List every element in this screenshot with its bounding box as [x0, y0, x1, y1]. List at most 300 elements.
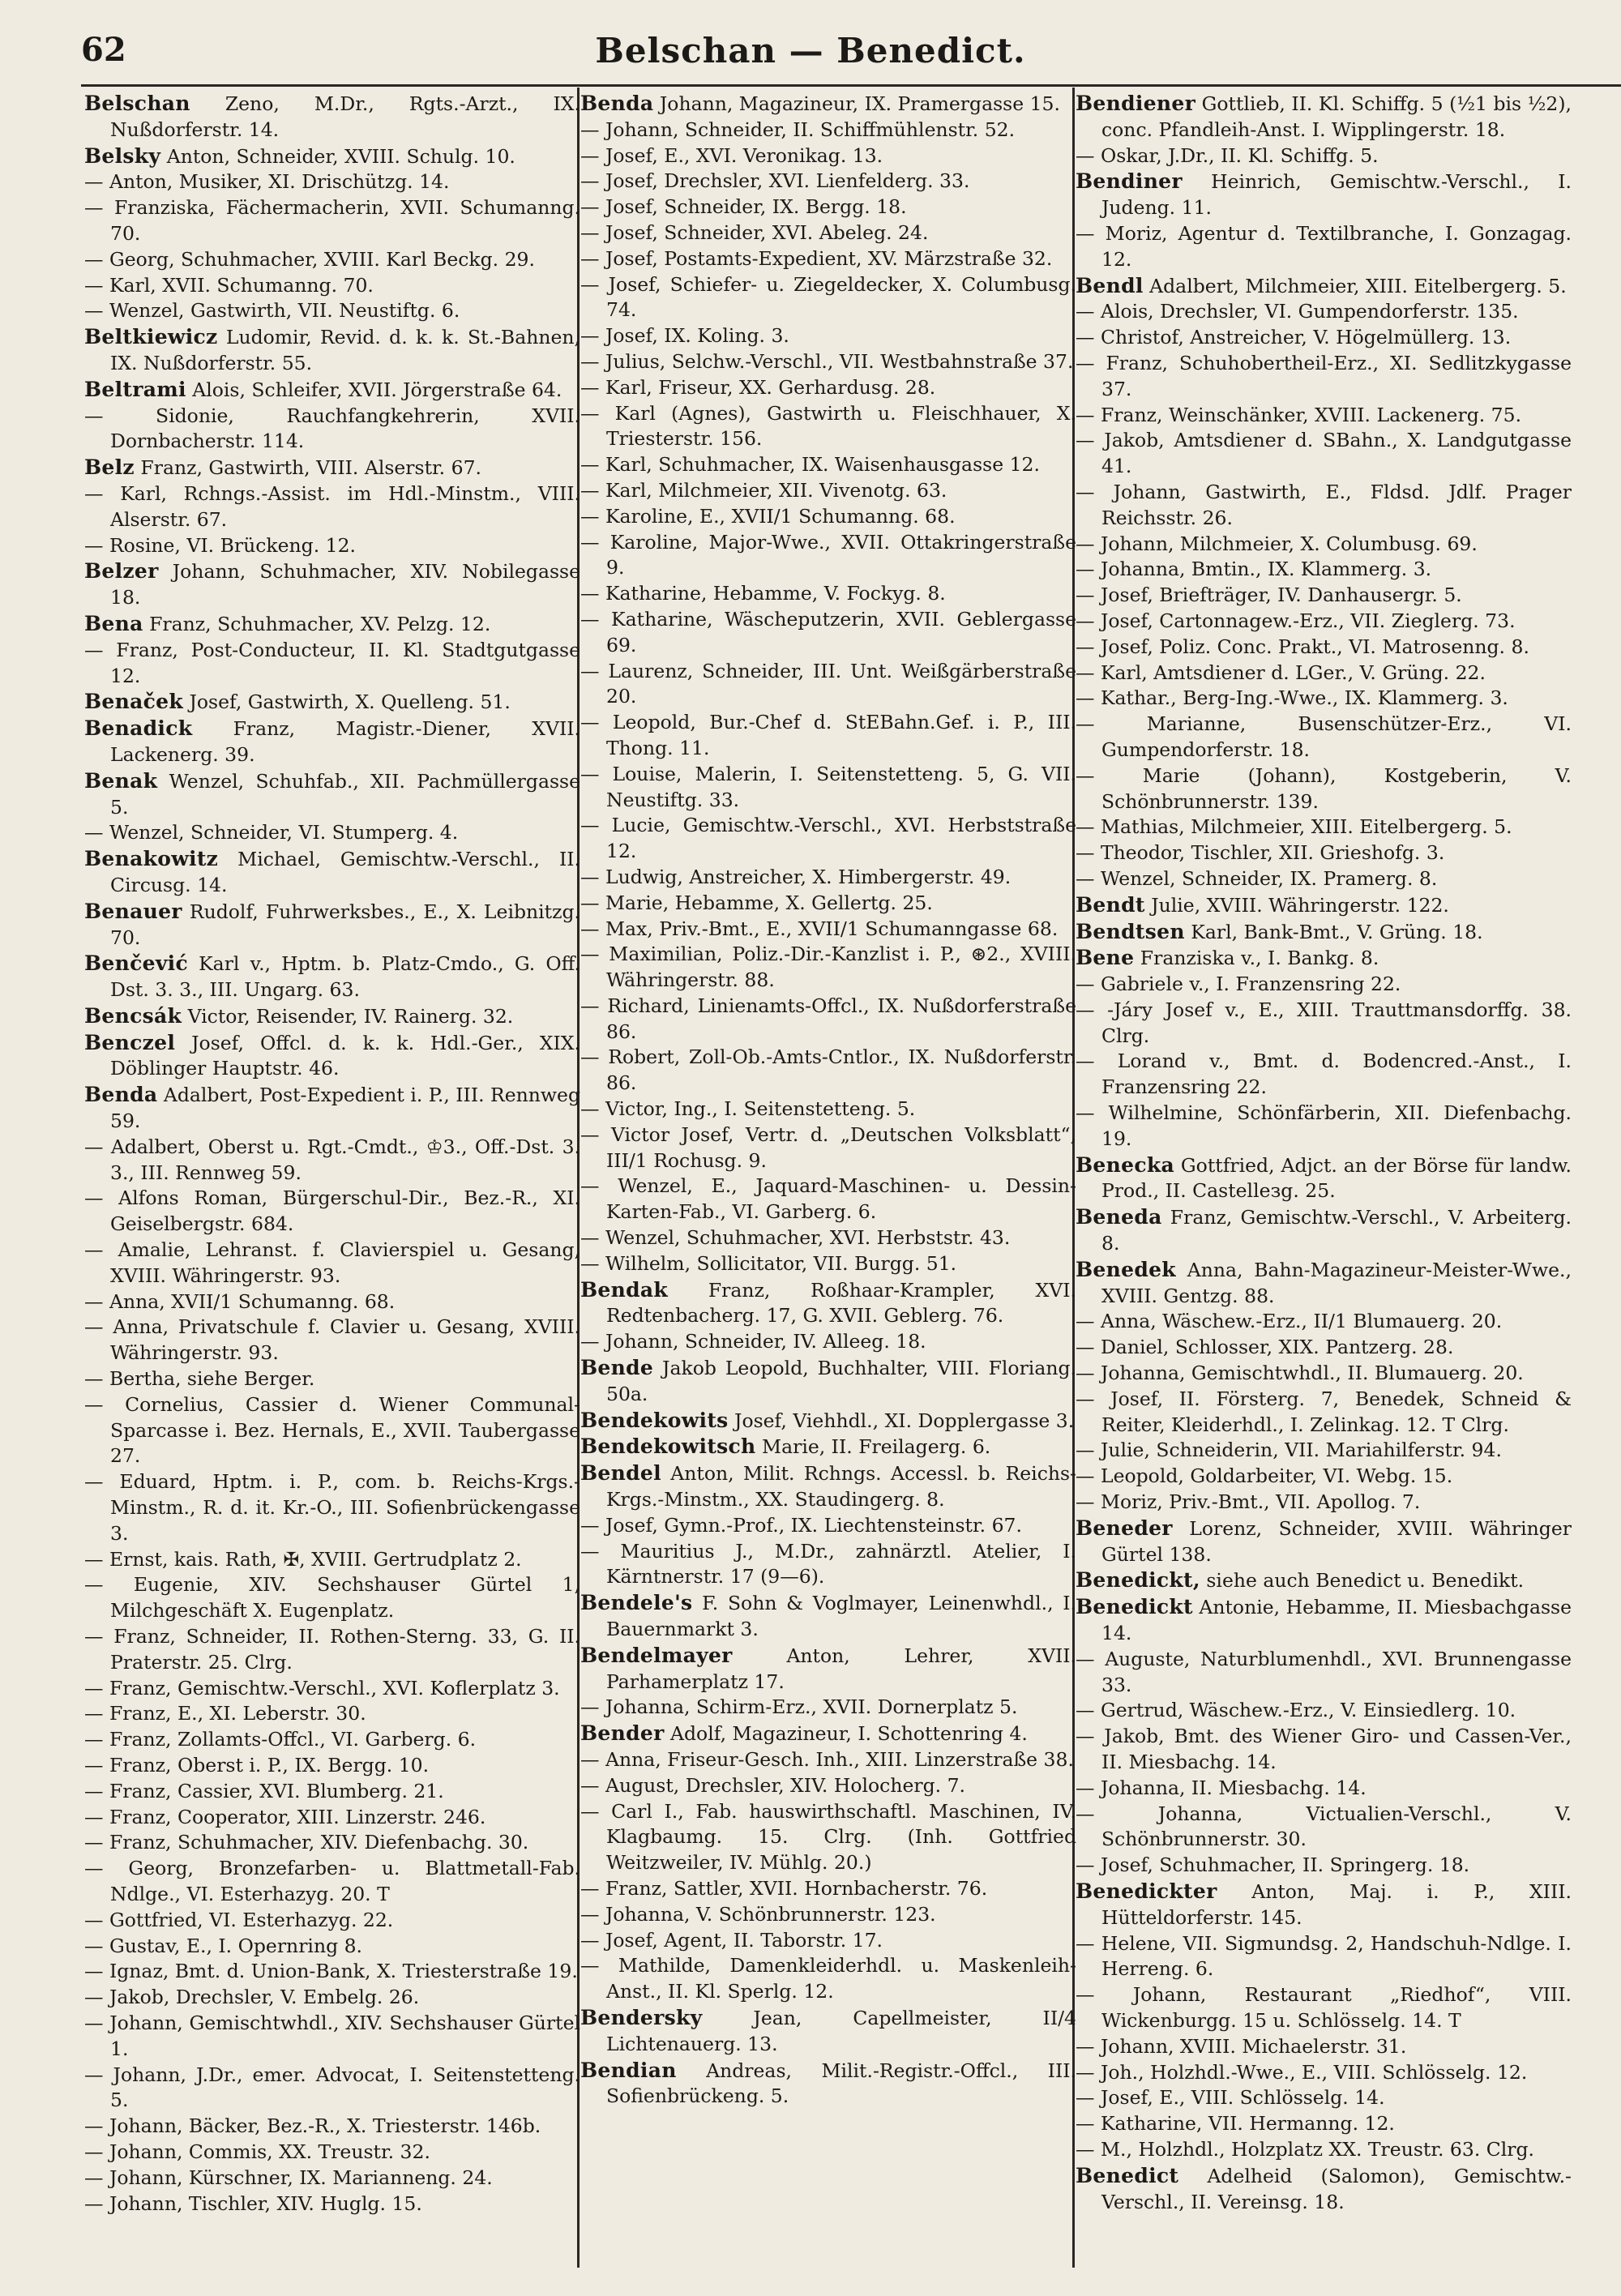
entry-details: — Alfons Roman, Bürgerschul-Dir., Bez.-R., XI. Geiselbergstr. 684.	[84, 1186, 580, 1236]
entry-details: Alois, Schleifer, XVII. Jörgerstraße 64.	[186, 378, 562, 401]
directory-entry	[1076, 428, 1572, 480]
entry-surname: Benčević	[84, 951, 188, 976]
entry-surname: Bendel	[580, 1461, 661, 1486]
directory-entry	[84, 846, 580, 899]
entry-details: Lorenz, Schneider, XVIII. Währinger Gürtel 138.	[1101, 1516, 1572, 1566]
directory-entry	[84, 1082, 580, 1135]
directory-entry	[1076, 325, 1572, 351]
entry-surname: Belschan	[84, 92, 190, 115]
entry-surname: Benda	[580, 92, 654, 115]
entry-details: — Johann, Restaurant „Riedhof“, VIII. Wickenburgg. 15 u. Schlösselg. 14. T	[1076, 1983, 1572, 2032]
directory-entry	[580, 1928, 1076, 1954]
entry-surname: Bende	[580, 1356, 654, 1380]
directory-entry	[580, 91, 1076, 118]
directory-entry	[580, 1876, 1076, 1902]
entry-details: — Josef, Schneider, IX. Bergg. 18.	[580, 195, 907, 219]
directory-entry	[84, 91, 580, 143]
directory-entry	[84, 1908, 580, 1934]
directory-entry	[84, 2063, 580, 2114]
directory-entry	[580, 2058, 1076, 2110]
directory-entry	[580, 1590, 1076, 1643]
directory-entry	[1076, 1387, 1572, 1439]
entry-details: Johann, Schuhmacher, XIV. Nobilegasse 18.	[110, 560, 580, 609]
entry-details: Rudolf, Fuhrwerksbes., E., X. Leibnitzg. 70.	[110, 900, 580, 949]
directory-entry	[580, 1225, 1076, 1251]
entry-details: — Gottfried, VI. Esterhazyg. 22.	[84, 1908, 394, 1931]
directory-entry	[1076, 221, 1572, 273]
entry-details: — Carl I., Fab. hauswirthschaftl. Maschinen, IV. Klagbaumg. 15. Clrg. (Inh. Gottfried Weitzweiler, IV. Mühlg. 20.)	[580, 1799, 1076, 1875]
directory-entry	[84, 195, 580, 247]
directory-entry	[580, 504, 1076, 530]
directory-entry	[580, 942, 1076, 994]
directory-entry	[1076, 998, 1572, 1050]
entry-details: Andreas, Milit.-Registr.-Offcl., III. Sofienbrückeng. 5.	[606, 2059, 1076, 2108]
entry-surname: Benaček	[84, 690, 183, 714]
entry-details: — Johanna, V. Schönbrunnerstr. 123.	[580, 1902, 936, 1926]
entry-details: Jean, Capellmeister, II/4 Lichtenauerg. 13.	[606, 2006, 1076, 2055]
directory-entry	[580, 169, 1076, 195]
entry-details: — Leopold, Bur.-Chef d. StEBahn.Gef. i. P., III. Thong. 11.	[580, 711, 1076, 759]
entry-details: Johann, Magazineur, IX. Pramergasse 15.	[653, 92, 1060, 115]
entry-details: — Leopold, Goldarbeiter, VI. Webg. 15.	[1076, 1464, 1453, 1488]
directory-entry	[84, 1238, 580, 1289]
directory-entry	[1076, 1724, 1572, 1776]
entry-details: — Wenzel, Schuhmacher, XVI. Herbststr. 43.	[580, 1226, 1011, 1250]
directory-entry	[1076, 840, 1572, 866]
entry-details: — Joh., Holzhdl.-Wwe., E., VIII. Schlösselg. 12.	[1076, 2060, 1528, 2084]
directory-entry	[580, 143, 1076, 169]
directory-entry	[1076, 532, 1572, 558]
entry-surname: Bendl	[1076, 273, 1144, 297]
entry-details: — Anna, Privatschule f. Clavier u. Gesang, XVIII. Währingerstr. 93.	[84, 1315, 580, 1365]
directory-entry	[84, 533, 580, 559]
entry-details: — Cornelius, Cassier d. Wiener Communal-Sparcasse i. Bez. Hernals, E., XVII. Taubergasse 27.	[84, 1392, 580, 1468]
directory-entry	[580, 994, 1076, 1045]
entry-details: Julie, XVIII. Währingerstr. 122.	[1144, 893, 1449, 917]
entry-details: F. Sohn & Voglmayer, Leinenwhdl., I. Bauernmarkt 3.	[606, 1592, 1076, 1641]
directory-entry	[580, 659, 1076, 711]
entry-surname: Bendekowits	[580, 1408, 729, 1432]
directory-entry	[580, 375, 1076, 401]
directory-entry	[84, 1003, 580, 1030]
entry-details: — Ernst, kais. Rath, ✠, XVIII. Gertrudplatz 2.	[84, 1547, 522, 1571]
entry-details: — Franz, Gemischtw.-Verschl., XVI. Koflerplatz 3.	[84, 1676, 560, 1700]
directory-entry	[580, 530, 1076, 582]
directory-entry	[84, 2114, 580, 2140]
directory-entry	[1076, 1698, 1572, 1724]
entry-details: — Georg, Schuhmacher, XVIII. Karl Beckg. 29.	[84, 247, 535, 271]
entry-details: — Anna, Wäschew.-Erz., II/1 Blumauerg. 20.	[1076, 1310, 1503, 1333]
directory-entry	[1076, 169, 1572, 221]
entry-details: — Daniel, Schlosser, XIX. Pantzerg. 28.	[1076, 1336, 1454, 1359]
entry-details: Victor, Reisender, IV. Rainerg. 32.	[182, 1004, 514, 1028]
entry-surname: Bencsák	[84, 1003, 182, 1028]
directory-entry	[1076, 2085, 1572, 2111]
entry-details: Josef, Offcl. d. k. k. Hdl.-Ger., XIX. Döblinger Hauptstr. 46.	[110, 1031, 580, 1080]
entry-details: — Jakob, Drechsler, V. Embelg. 26.	[84, 1986, 420, 2009]
entry-surname: Bendelmayer	[580, 1643, 733, 1667]
directory-entry	[580, 195, 1076, 220]
entry-details: — Laurenz, Schneider, III. Unt. Weißgärberstraße 20.	[580, 659, 1076, 708]
directory-entry	[84, 298, 580, 324]
directory-entry	[1076, 1776, 1572, 1802]
entry-details: — Franz, E., XI. Leberstr. 30.	[84, 1702, 366, 1725]
entry-details: — Josef, Drechsler, XVI. Lienfelderg. 33.	[580, 169, 970, 193]
directory-entry	[1076, 1438, 1572, 1464]
column-1	[84, 91, 580, 2271]
directory-entry	[84, 324, 580, 377]
entry-surname: Beltrami	[84, 377, 186, 401]
entry-surname: Bendt	[1076, 892, 1145, 917]
directory-entry	[84, 481, 580, 533]
directory-entry	[1076, 1309, 1572, 1335]
directory-entry	[580, 1251, 1076, 1277]
entry-details: — Karl, Milchmeier, XII. Vivenotg. 63.	[580, 478, 947, 502]
directory-entry	[580, 118, 1076, 143]
directory-entry	[84, 273, 580, 299]
directory-entry	[580, 865, 1076, 891]
directory-entry	[84, 143, 580, 170]
entry-details: — Johanna, Bmtin., IX. Klammerg. 3.	[1076, 558, 1432, 581]
directory-entry	[84, 1701, 580, 1727]
directory-entry	[1076, 2111, 1572, 2137]
entry-surname: Bendele's	[580, 1591, 693, 1615]
entry-surname: Benczel	[84, 1030, 176, 1054]
entry-details: — Josef, Gymn.-Prof., IX. Liechtensteinstr. 67.	[580, 1513, 1022, 1537]
directory-entry	[84, 404, 580, 455]
directory-entry	[580, 478, 1076, 504]
directory-entry	[580, 1045, 1076, 1097]
entry-details: siehe auch Benedict u. Benedikt.	[1200, 1569, 1525, 1593]
entry-details: Karl v., Hptm. b. Platz-Cmdo., G. Off. Dst. 3. 3., III. Ungarg. 63.	[110, 952, 580, 1002]
entry-details: — Julius, Selchw.-Verschl., VII. Westbahnstraße 37.	[580, 349, 1074, 373]
directory-entry	[1076, 866, 1572, 892]
entry-details: — Karoline, Major-Wwe., XVII. Ottakringerstraße 9.	[580, 530, 1076, 579]
directory-entry	[1076, 2034, 1572, 2060]
entry-surname: Bendian	[580, 2058, 677, 2082]
entry-details: — Auguste, Naturblumenhdl., XVI. Brunnengasse 33.	[1076, 1647, 1572, 1696]
column-3	[1076, 91, 1572, 2271]
directory-entry	[580, 349, 1076, 375]
entry-details: — Katharine, Hebamme, V. Fockyg. 8.	[580, 582, 946, 605]
directory-entry	[84, 1135, 580, 1186]
entry-details: — Oskar, J.Dr., II. Kl. Schiffg. 5.	[1076, 143, 1379, 167]
entry-details: — Eduard, Hptm. i. P., com. b. Reichs-Krgs.-Minstm., R. d. it. Kr.-O., III. Sofienbrückengasse 3.	[84, 1470, 580, 1545]
entry-details: — Johanna, Schirm-Erz., XVII. Dornerplatz 5.	[580, 1695, 1018, 1719]
directory-entry	[1076, 1647, 1572, 1699]
entry-details: Franziska v., I. Bankg. 8.	[1134, 947, 1379, 970]
entry-surname: Beneda	[1076, 1205, 1162, 1229]
directory-entry	[580, 891, 1076, 917]
entry-details: — Marianne, Busenschützer-Erz., VI. Gumpendorferstr. 18.	[1076, 712, 1572, 761]
entry-surname: Belsky	[84, 143, 161, 168]
directory-entry	[84, 1366, 580, 1392]
directory-entry	[1076, 1101, 1572, 1152]
entry-details: — Franz, Schuhmacher, XIV. Diefenbachg. 30.	[84, 1831, 529, 1854]
entry-details: — Robert, Zoll-Ob.-Amts-Cntlor., IX. Nußdorferstr. 86.	[580, 1045, 1076, 1095]
entry-details: — Johann, Tischler, XIV. Huglg. 15.	[84, 2191, 422, 2215]
entry-details: Franz, Roßhaar-Krampler, XVI. Redtenbacherg. 17, G. XVII. Geblerg. 76.	[606, 1278, 1076, 1328]
entry-details: — Anna, Friseur-Gesch. Inh., XIII. Linzerstraße 38.	[580, 1748, 1074, 1771]
entry-details: — Franz, Cooperator, XIII. Linzerstr. 246.	[84, 1805, 486, 1828]
directory-entry	[1076, 583, 1572, 609]
entry-details: — Johann, XVIII. Michaelerstr. 31.	[1076, 2034, 1407, 2058]
entry-surname: Benedickt	[1076, 1595, 1193, 1619]
directory-entry	[1076, 945, 1572, 972]
entry-details: — Wenzel, Schneider, IX. Pramerg. 8.	[1076, 866, 1438, 890]
directory-entry	[1076, 2060, 1572, 2086]
directory-entry	[84, 768, 580, 821]
entry-details: — Marie (Johann), Kostgeberin, V. Schönbrunnerstr. 139.	[1076, 763, 1572, 813]
directory-entry	[580, 762, 1076, 814]
entry-details: Franz, Gastwirth, VIII. Alserstr. 67.	[134, 456, 481, 480]
directory-entry	[1076, 1931, 1572, 1983]
entry-details: — Josef, Schuhmacher, II. Springerg. 18.	[1076, 1853, 1470, 1877]
entry-surname: Bendekowitsch	[580, 1434, 756, 1459]
directory-entry	[84, 247, 580, 273]
entry-details: — M., Holzhdl., Holzplatz XX. Treustr. 63. Clrg.	[1076, 2137, 1535, 2161]
directory-entry	[1076, 1152, 1572, 1205]
directory-entry	[1076, 972, 1572, 998]
directory-entry	[580, 1513, 1076, 1539]
entry-details: — Victor Josef, Vertr. d. „Deutschen Volksblatt“, III/1 Rochusg. 9.	[580, 1122, 1076, 1172]
directory-entry	[580, 1539, 1076, 1591]
directory-entry	[580, 220, 1076, 246]
entry-details: — Louise, Malerin, I. Seitenstetteng. 5, G. VII. Neustiftg. 33.	[580, 762, 1076, 811]
entry-details: — Theodor, Tischler, XII. Grieshofg. 3.	[1076, 841, 1445, 865]
entry-details: Gottfried, Adjct. an der Börse für landw. Prod., II. Castelleзg. 25.	[1101, 1153, 1572, 1203]
entry-details: — Bertha, siehe Berger.	[84, 1367, 315, 1391]
entry-details: — Sidonie, Rauchfangkehrerin, XVII. Dornbacherstr. 114.	[84, 404, 580, 453]
entry-surname: Bender	[580, 1721, 665, 1746]
entry-details: — Lorand v., Bmt. d. Bodencred.-Anst., I. Franzensring 22.	[1076, 1050, 1572, 1099]
directory-entry	[1076, 273, 1572, 300]
directory-entry	[580, 452, 1076, 478]
entry-details: — Anton, Musiker, XI. Drischützg. 14.	[84, 170, 450, 194]
directory-entry	[84, 716, 580, 768]
directory-entry	[580, 1902, 1076, 1928]
entry-details: — Franz, Zollamts-Offcl., VI. Garberg. 6.	[84, 1728, 477, 1751]
directory-entry	[84, 951, 580, 1003]
entry-details: — Mathilde, Damenkleiderhdl. u. Maskenleih-Anst., II. Kl. Sperlg. 12.	[580, 1954, 1076, 2003]
entry-details: — Wenzel, Schneider, VI. Stumperg. 4.	[84, 821, 459, 844]
entry-details: — Alois, Drechsler, VI. Gumpendorferstr. 135.	[1076, 300, 1519, 323]
entry-details: — Mauritius J., M.Dr., zahnärztl. Atelier, I. Kärntnerstr. 17 (9—6).	[580, 1539, 1076, 1588]
directory-entry	[84, 611, 580, 638]
directory-entry	[84, 1856, 580, 1908]
directory-entry	[1076, 815, 1572, 840]
entry-details: — August, Drechsler, XIV. Holocherg. 7.	[580, 1773, 966, 1797]
directory-entry	[580, 1721, 1076, 1747]
directory-entry	[84, 1547, 580, 1573]
directory-entry	[1076, 351, 1572, 403]
directory-entry	[84, 1805, 580, 1831]
entry-details: — Karl, Amtsdiener d. LGer., V. Grüng. 22.	[1076, 661, 1486, 684]
entry-details: Franz, Gemischtw.-Verschl., V. Arbeiterg. 8.	[1101, 1206, 1572, 1255]
entry-details: — Wenzel, Gastwirth, VII. Neustiftg. 6.	[84, 299, 460, 323]
entry-details: Zeno, M.Dr., Rgts.-Arzt., IX. Nußdorferstr. 14.	[110, 92, 580, 141]
directory-entry	[1076, 1464, 1572, 1490]
directory-entry	[1076, 1516, 1572, 1568]
entry-details: — Georg, Bronzefarben- u. Blattmetall-Fab. Ndlge., VI. Esterhazyg. 20. T	[84, 1857, 580, 1905]
directory-entry	[580, 917, 1076, 943]
entry-details: — Max, Priv.-Bmt., E., XVII/1 Schumanngasse 68.	[580, 917, 1059, 940]
directory-entry	[84, 1289, 580, 1315]
entry-details: — Karoline, E., XVII/1 Schumanng. 68.	[580, 504, 956, 528]
directory-entry	[580, 1747, 1076, 1773]
entry-details: Heinrich, Gemischtw.-Verschl., I. Judeng. 11.	[1101, 170, 1572, 220]
entry-details: Jakob Leopold, Buchhalter, VIII. Floriang. 50a.	[606, 1357, 1076, 1405]
directory-entry	[1076, 635, 1572, 661]
directory-entry	[84, 899, 580, 951]
entry-details: — Johann, Schneider, II. Schiffmühlenstr. 52.	[580, 118, 1016, 141]
entry-details: — Ludwig, Anstreicher, X. Himbergerstr. 49.	[580, 865, 1012, 888]
directory-entry	[1076, 1567, 1572, 1594]
entry-details: — Johann, Gastwirth, E., Fldsd. Jdlf. Prager Reichsstr. 26.	[1076, 480, 1572, 529]
entry-details: — Franz, Schneider, II. Rothen-Sterng. 33, G. II. Praterstr. 25. Clrg.	[84, 1625, 580, 1674]
entry-details: — Johann, Bäcker, Bez.-R., X. Triesterstr. 146b.	[84, 2114, 541, 2138]
entry-surname: Belz	[84, 455, 135, 480]
entry-details: — Karl, XVII. Schumanng. 70.	[84, 273, 374, 297]
directory-entry	[84, 1315, 580, 1366]
entry-details: — Ignaz, Bmt. d. Union-Bank, X. Triesterstraße 19.	[84, 1960, 578, 1983]
entry-details: Anna, Bahn-Magazineur-Meister-Wwe., XVIII. Gentzg. 88.	[1101, 1258, 1572, 1307]
entry-details: Ludomir, Revid. d. k. k. St.-Bahnen, IX. Nußdorferstr. 55.	[110, 326, 580, 374]
entry-details: — Helene, VII. Sigmundsg. 2, Handschuh-Ndlge. I. Herreng. 6.	[1076, 1931, 1572, 1981]
entry-surname: Benadick	[84, 716, 193, 741]
entry-details: — Eugenie, XIV. Sechshauser Gürtel 1, Milchgeschäft X. Eugenplatz.	[84, 1573, 580, 1623]
entry-details: Adelheid (Salomon), Gemischtw.-Verschl., II. Vereinsg. 18.	[1101, 2164, 1572, 2213]
entry-details: — Johanna, Victualien-Verschl., V. Schönbrunnerstr. 30.	[1076, 1802, 1572, 1851]
entry-surname: Bena	[84, 611, 143, 635]
entry-details: Adalbert, Milchmeier, XIII. Eitelbergerg. 5.	[1143, 274, 1567, 297]
directory-entry	[84, 2011, 580, 2063]
entry-surname: Beltkiewicz	[84, 325, 218, 349]
entry-surname: Benak	[84, 768, 158, 793]
directory-entry	[580, 1097, 1076, 1122]
directory-entry	[84, 2166, 580, 2191]
entry-details: Michael, Gemischtw.-Verschl., II. Circusg. 14.	[110, 848, 580, 896]
entry-details: — Richard, Linienamts-Offcl., IX. Nußdorferstraße 86.	[580, 994, 1076, 1043]
directory-entry	[1076, 661, 1572, 686]
directory-entry	[580, 813, 1076, 865]
directory-entry	[1076, 892, 1572, 919]
directory-entry	[580, 1953, 1076, 2005]
entry-details: — Katharine, Wäscheputzerin, XVII. Geblergasse 69.	[580, 607, 1076, 656]
entry-details: Karl, Bank-Bmt., V. Grüng. 18.	[1184, 920, 1483, 943]
entry-details: — Maximilian, Poliz.-Dir.-Kanzlist i. P., ⊛2., XVIII. Währingerstr. 88.	[580, 943, 1076, 992]
entry-details: Franz, Schuhmacher, XV. Pelzg. 12.	[143, 612, 491, 635]
directory-entry	[84, 1779, 580, 1805]
entry-details: — Karl, Rchngs.-Assist. im Hdl.-Minstm., VIII. Alserstr. 67.	[84, 481, 580, 531]
entry-details: — Josef, Poliz. Conc. Prakt., VI. Matrosenng. 8.	[1076, 635, 1529, 658]
directory-entry	[84, 558, 580, 611]
directory-entry	[580, 710, 1076, 762]
header-rule	[81, 84, 1621, 87]
directory-entry	[1076, 1490, 1572, 1516]
directory-entry	[580, 1460, 1076, 1513]
entry-details: Wenzel, Schuhfab., XII. Pachmüllergasse 5.	[110, 769, 580, 819]
entry-details: — Jakob, Amtsdiener d. SBahn., X. Landgutgasse 41.	[1076, 429, 1572, 478]
entry-surname: Benedict	[1076, 2163, 1179, 2187]
entry-details: — Josef, Schneider, XVI. Abeleg. 24.	[580, 220, 929, 244]
entry-surname: Bendiener	[1076, 92, 1196, 115]
directory-entry	[580, 323, 1076, 349]
entry-surname: Bene	[1076, 946, 1135, 970]
directory-entry	[1076, 763, 1572, 815]
entry-details: — Franziska, Fächermacherin, XVII. Schumanng. 70.	[84, 196, 580, 245]
directory-entry	[84, 455, 580, 481]
entry-surname: Benedickter	[1076, 1879, 1217, 1903]
entry-details: — Franz, Post-Conducteur, II. Kl. Stadtgutgasse 12.	[84, 638, 580, 687]
entry-details: — Franz, Schuhobertheil-Erz., XI. Sedlitzkygasse 37.	[1076, 351, 1572, 400]
entry-details: — Gustav, E., I. Opernring 8.	[84, 1934, 363, 1957]
directory-entry	[1076, 1257, 1572, 1310]
entry-details: — Karl, Schuhmacher, IX. Waisenhausgasse 12.	[580, 453, 1040, 477]
entry-details: — Josef, E., XVI. Veronikag. 13.	[580, 143, 883, 167]
entry-surname: Benakowitz	[84, 847, 219, 871]
directory-entry	[1076, 557, 1572, 583]
directory-entry	[84, 638, 580, 690]
directory-entry	[580, 1695, 1076, 1721]
entry-details: — Johann, Gemischtwhdl., XIV. Sechshauser Gürtel 1.	[84, 2011, 580, 2060]
directory-entry	[580, 401, 1076, 453]
entry-details: — Johanna, Gemischtwhdl., II. Blumauerg. 20.	[1076, 1362, 1524, 1385]
entry-details: — -Járy Josef v., E., XIII. Trauttmansdorffg. 38. Clrg.	[1076, 998, 1572, 1047]
directory-entry	[84, 1030, 580, 1083]
directory-entry	[84, 2191, 580, 2217]
directory-entry	[1076, 1361, 1572, 1387]
entry-details: — Rosine, VI. Brückeng. 12.	[84, 533, 357, 557]
running-title: Belschan — Benedict.	[595, 31, 1026, 71]
directory-entry	[84, 1753, 580, 1779]
entry-details: — Karl, Friseur, XX. Gerhardusg. 28.	[580, 375, 936, 399]
directory-entry	[580, 1355, 1076, 1408]
directory-entry	[84, 1959, 580, 1985]
entry-surname: Benauer	[84, 899, 182, 923]
directory-entry	[580, 1408, 1076, 1434]
entry-details: — Franz, Cassier, XVI. Blumberg. 21.	[84, 1779, 444, 1802]
directory-entry	[84, 1934, 580, 1960]
directory-entry	[1076, 1853, 1572, 1879]
entry-details: — Franz, Weinschänker, XVIII. Lackenerg. 75.	[1076, 403, 1522, 426]
entry-details: — Johanna, II. Miesbachg. 14.	[1076, 1776, 1367, 1799]
directory-entry	[1076, 299, 1572, 325]
entry-details: — Josef, Schiefer- u. Ziegeldecker, X. Columbusg. 74.	[580, 272, 1076, 322]
directory-entry	[1076, 1049, 1572, 1101]
directory-entry	[84, 1985, 580, 2011]
entry-details: Antonie, Hebamme, II. Miesbachgasse 14.	[1101, 1596, 1572, 1645]
entry-details: — Wilhelmine, Schönfärberin, XII. Diefenbachg. 19.	[1076, 1101, 1572, 1150]
entry-surname: Benda	[84, 1083, 158, 1107]
directory-entry	[84, 820, 580, 846]
entry-details: — Anna, XVII/1 Schumanng. 68.	[84, 1289, 396, 1313]
entry-details: — Lucie, Gemischtw.-Verschl., XVI. Herbststraße 12.	[580, 814, 1076, 863]
directory-entry	[84, 1624, 580, 1676]
entry-surname: Bendtsen	[1076, 919, 1185, 943]
directory-entry	[580, 1122, 1076, 1174]
directory-entry	[1076, 480, 1572, 532]
directory-entry	[84, 377, 580, 404]
directory-entry	[1076, 1204, 1572, 1257]
entry-details: — Josef, Briefträger, IV. Danhausergr. 5.	[1076, 584, 1462, 607]
entry-details: — Kathar., Berg-Ing.-Wwe., IX. Klammerg. 3.	[1076, 686, 1508, 710]
entry-details: Josef, Viehhdl., XI. Dopplergasse 3.	[728, 1409, 1075, 1432]
entry-details: — Jakob, Bmt. des Wiener Giro- und Cassen-Ver., II. Miesbachg. 14.	[1076, 1725, 1572, 1773]
directory-entry	[1076, 919, 1572, 946]
entry-surname: Benedickt,	[1076, 1568, 1200, 1593]
entry-details: — Franz, Oberst i. P., IX. Bergg. 10.	[84, 1754, 430, 1777]
